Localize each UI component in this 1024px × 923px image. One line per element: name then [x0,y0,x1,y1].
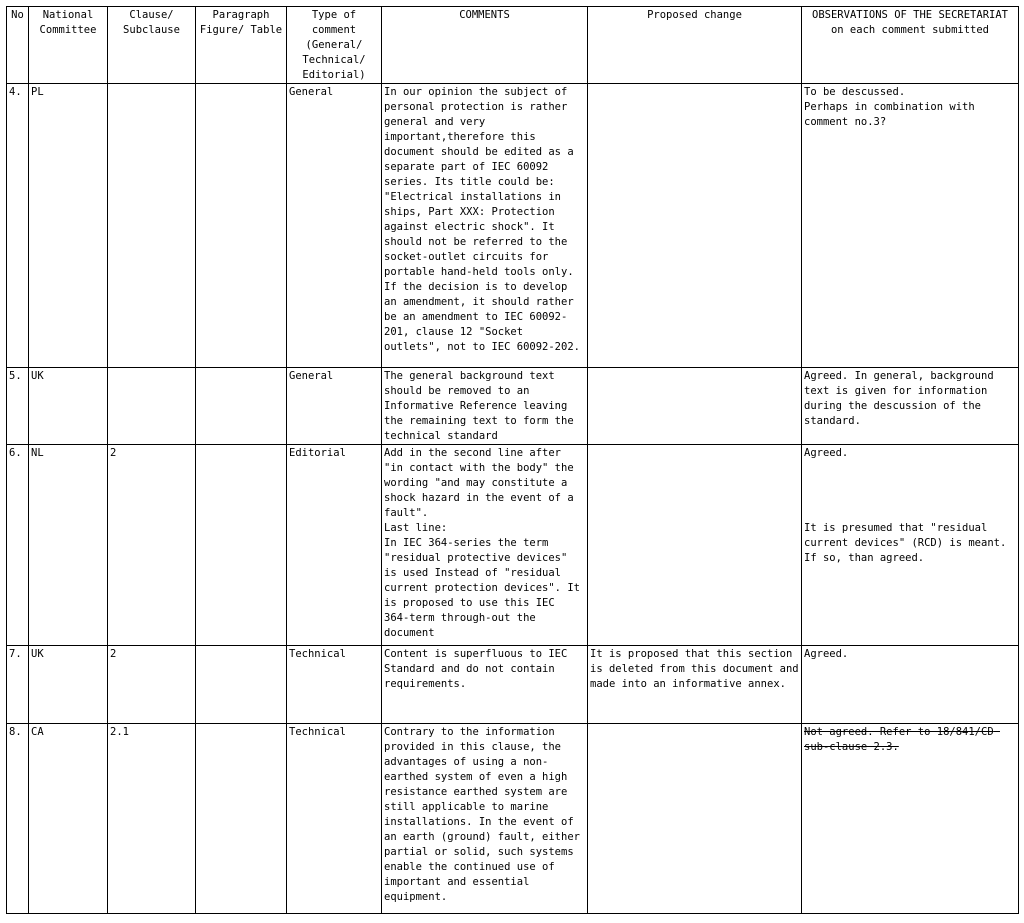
cell-clause: 2 [108,445,196,646]
header-proposed-change: Proposed change [588,7,802,84]
cell-type: General [287,368,382,445]
cell-comment: Content is superfluous to IEC Standard and do not contain requirements. [382,646,588,724]
cell-paragraph [196,646,287,724]
cell-no: 4. [7,84,29,368]
header-row [7,7,1019,84]
table-row [7,84,1019,368]
cell-paragraph [196,368,287,445]
cell-observation: Agreed. In general, background text is given for information during the descussion of the standard. [802,368,1019,445]
table-row [7,646,1019,724]
cell-type: Technical [287,646,382,724]
cell-observation: To be descussed. Perhaps in combination with comment no.3? [802,84,1019,368]
cell-type: Technical [287,724,382,914]
cell-paragraph [196,724,287,914]
cell-clause [108,84,196,368]
table-row [7,445,1019,646]
cell-no: 6. [7,445,29,646]
header-comments: COMMENTS [382,7,588,84]
table-row [7,368,1019,445]
header-national-committee: National Committee [29,7,108,84]
cell-proposed-change: It is proposed that this section is deleted from this document and made into an informative annex. [588,646,802,724]
header-observations: OBSERVATIONS OF THE SECRETARIAT on each comment submitted [802,7,1019,84]
cell-no: 8. [7,724,29,914]
cell-type: General [287,84,382,368]
cell-proposed-change [588,724,802,914]
cell-paragraph [196,84,287,368]
header-clause: Clause/ Subclause [108,7,196,84]
cell-paragraph [196,445,287,646]
cell-comment: The general background text should be removed to an Informative Reference leaving the remaining text to form the technical standard [382,368,588,445]
cell-type: Editorial [287,445,382,646]
cell-comment: In our opinion the subject of personal protection is rather general and very important,therefore this document should be edited as a separate part of IEC 60092 series. Its title could be: "Electrical installations in ships, Part XXX: Protection against electric shock". It should not be referred to the socket-outlet circuits for portable hand-held tools only. If the decision is to develop an amendment, it should rather be an amendment to IEC 60092-201, clause 12 "Socket outlets", not to IEC 60092-202. [382,84,588,368]
cell-comment: Contrary to the information provided in this clause, the advantages of using a non-earthed system of even a high resistance earthed system are still applicable to marine installations. In the event of an earth (ground) fault, either partial or solid, such systems enable the continued use of important and essential equipment. [382,724,588,914]
cell-observation: Agreed. It is presumed that "residual current devices" (RCD) is meant. If so, than agreed. [802,445,1019,646]
cell-observation: Agreed. [802,646,1019,724]
cell-clause: 2 [108,646,196,724]
cell-proposed-change [588,84,802,368]
cell-no: 7. [7,646,29,724]
header-type: Type of comment (General/ Technical/ Editorial) [287,7,382,84]
header-paragraph: Paragraph Figure/ Table [196,7,287,84]
cell-committee: NL [29,445,108,646]
cell-proposed-change [588,368,802,445]
cell-committee: UK [29,646,108,724]
comments-table [6,6,1019,914]
header-no: No [7,7,29,84]
cell-committee: CA [29,724,108,914]
cell-clause [108,368,196,445]
cell-no: 5. [7,368,29,445]
cell-observation: Not agreed. Refer to 18/841/CD sub-clause 2.3. [802,724,1019,914]
cell-committee: PL [29,84,108,368]
cell-committee: UK [29,368,108,445]
cell-comment: Add in the second line after "in contact with the body" the wording "and may constitute a shock hazard in the event of a fault". Last line: In IEC 364-series the term "residual protective devices" is used Instead of "residual current protection devices". It is proposed to use this IEC 364-term through-out the document [382,445,588,646]
cell-proposed-change [588,445,802,646]
cell-clause: 2.1 [108,724,196,914]
table-row [7,724,1019,914]
